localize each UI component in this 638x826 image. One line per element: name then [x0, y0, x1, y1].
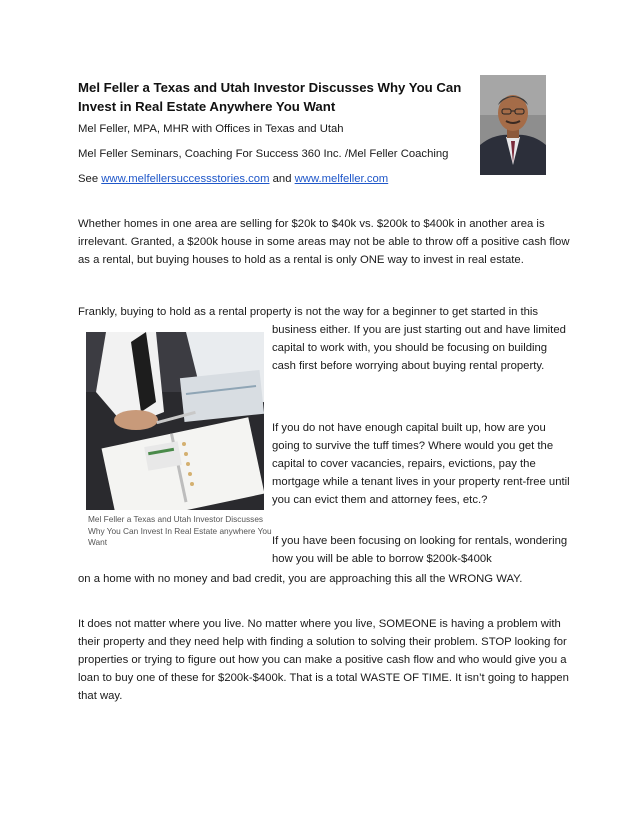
paragraph-2-first-line: Frankly, buying to hold as a rental property is not the way for a beginner to get started in this: [78, 306, 539, 318]
see-middle: and: [269, 173, 295, 185]
paragraph-3-wrap: If you do not have enough capital built up, how are you going to survive the tuff times? Where would you get the capital to cover vacancies, repairs, evictions, pay the mortgage while a tenant lives in your property rent-free until you can evict them and attorney fees, etc.?: [272, 422, 570, 506]
company-line: Mel Feller Seminars, Coaching For Success 360 Inc. /Mel Feller Coaching: [78, 148, 449, 160]
article-photo: [86, 332, 264, 510]
photo-caption: Mel Feller a Texas and Utah Investor Discusses Why You Can Invest In Real Estate anywhere You Want: [88, 514, 272, 547]
author-portrait-image: [480, 75, 546, 175]
document-title: Mel Feller a Texas and Utah Investor Discusses Why You Can Invest in Real Estate Anywhere You Want: [78, 80, 462, 114]
author-byline: Mel Feller, MPA, MHR with Offices in Texas and Utah: [78, 123, 344, 135]
author-portrait: [480, 75, 546, 175]
link-melfeller[interactable]: www.melfeller.com: [294, 173, 389, 185]
see-prefix: See: [78, 173, 102, 185]
paragraph-1: Whether homes in one area are selling for $20k to $40k vs. $200k to $400k in another area is irrelevant. Granted, a $200k house in some areas may not be able to throw off a positive cash flow as a rental, but buying houses to hold as a rental is only ONE way to invest in real estate.: [78, 218, 570, 266]
link-melfellersuccessstories[interactable]: www.melfellersuccessstories.com: [101, 173, 270, 185]
website-line: [78, 171, 388, 187]
business-desk-photo: [86, 332, 264, 510]
paragraph-4-wrap: If you have been focusing on looking for rentals, wondering how you will be able to borrow $200k-$400k: [272, 535, 568, 565]
paragraph-5: It does not matter where you live. No matter where you live, SOMEONE is having a problem with their property and they need help with finding a solution to solving their problem. STOP looking for properties or trying to figure out how you can make a positive cash flow and who would give you a loan to buy one of these for $200k-$400k. That is a total WASTE OF TIME. It isn’t going to happen that way.: [78, 618, 569, 702]
paragraph-2-wrap: business either. If you are just starting out and have limited capital to work with, you should be focusing on building cash first before worrying about buying rental property.: [272, 324, 566, 372]
paragraph-4-last-line: on a home with no money and bad credit, you are approaching this all the WRONG WAY.: [78, 573, 523, 585]
